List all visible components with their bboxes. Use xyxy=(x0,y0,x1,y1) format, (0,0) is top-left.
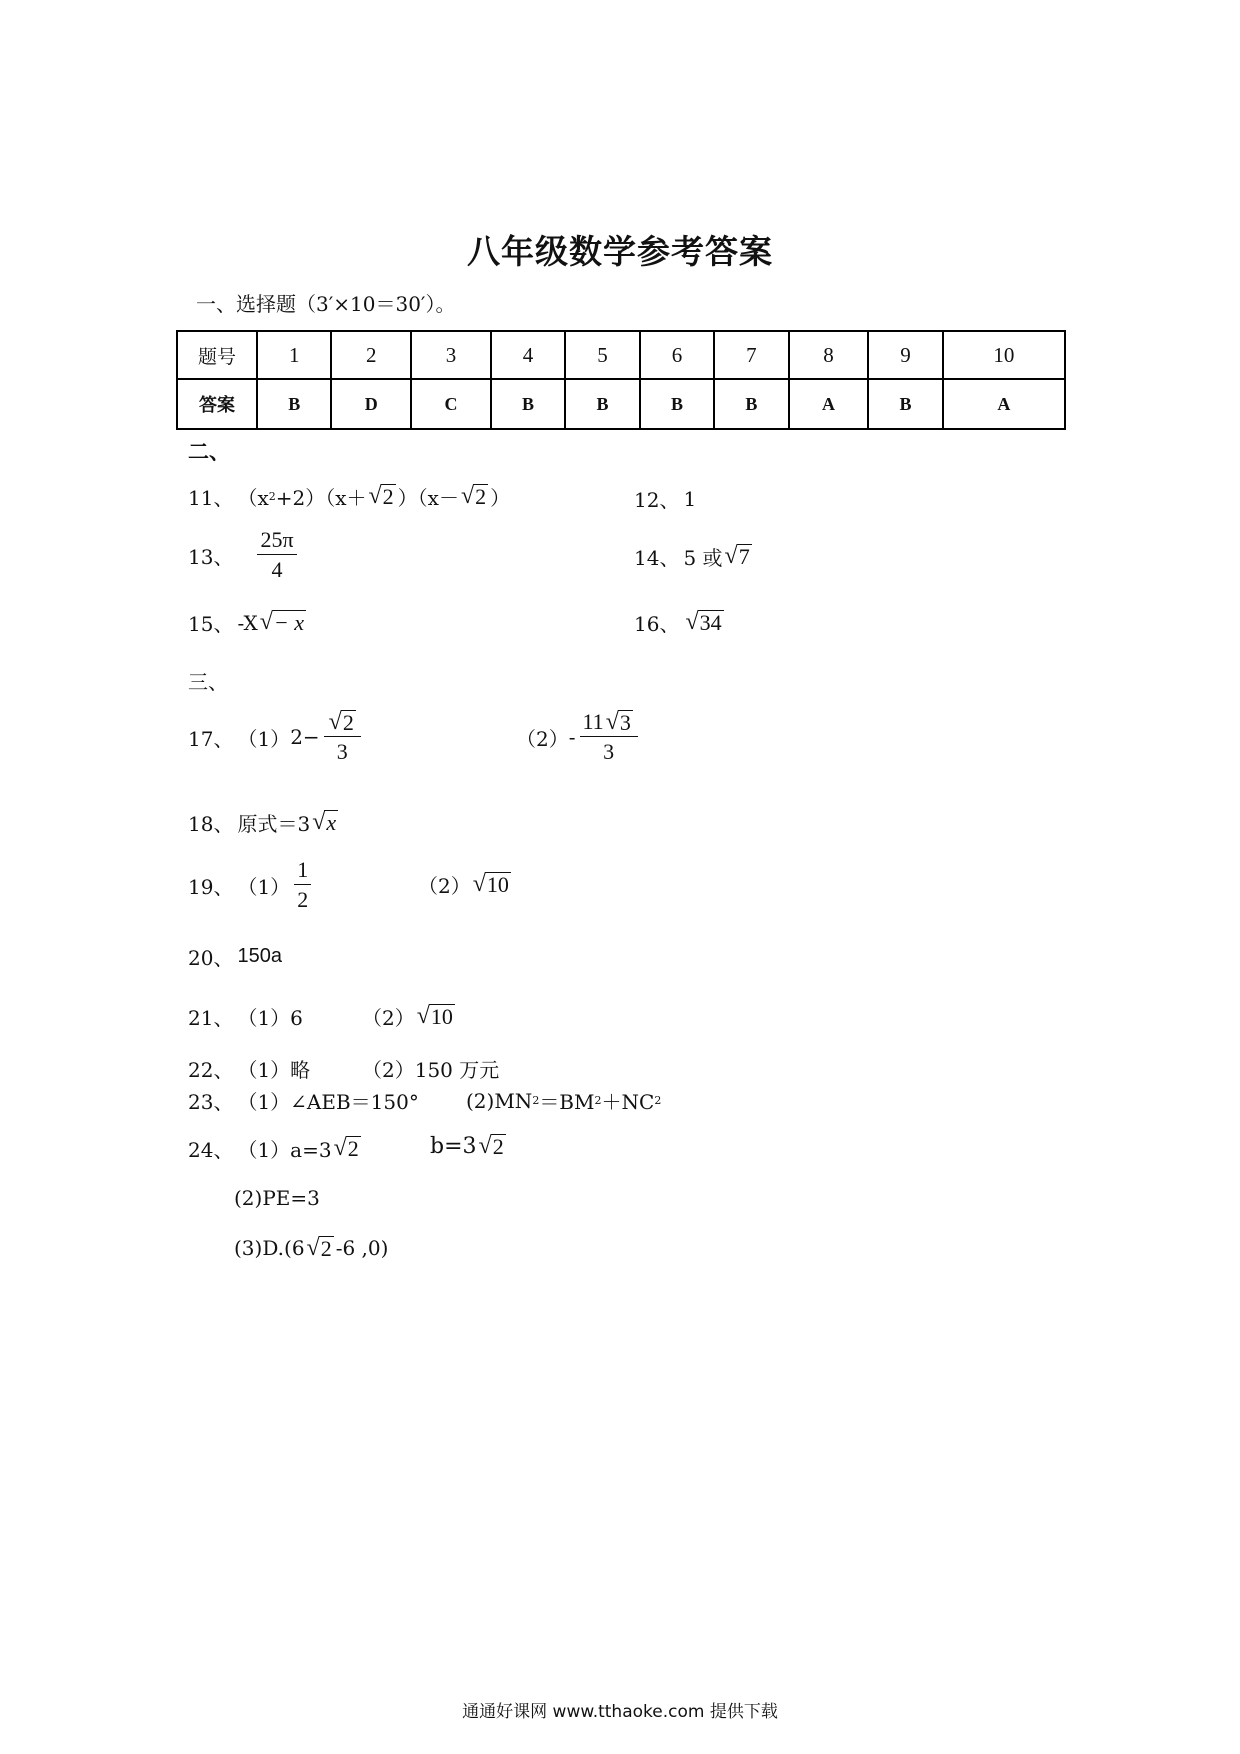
fraction xyxy=(294,858,311,912)
question-number: 23、 xyxy=(188,1090,234,1114)
table-cell: A xyxy=(789,379,869,429)
table-cell: 10 xyxy=(943,331,1065,379)
table-cell: 2 xyxy=(331,331,411,379)
answer-text: （2）150 万元 xyxy=(362,1058,500,1082)
answer-text: 150a xyxy=(237,945,282,967)
fraction xyxy=(580,710,638,764)
sqrt-expression: √ 10 xyxy=(472,871,509,898)
answer-text: ） xyxy=(490,486,511,510)
denominator: 4 xyxy=(271,557,283,583)
answer-11: 11、 （x 2 +2）（x＋ √ 2 ）（x－ √ 2 ） xyxy=(188,483,511,510)
table-cell: B xyxy=(868,379,942,429)
answer-12 xyxy=(634,484,696,513)
answer-text: （1）a=3 xyxy=(237,1138,332,1162)
answer-text: ）（x－ xyxy=(397,486,459,510)
answer-text: （1）∠AEB＝150° xyxy=(237,1090,419,1114)
section-1-heading: 一、选择题（3′×10＝30′）。 xyxy=(196,292,456,316)
table-cell: B xyxy=(491,379,565,429)
question-number: 20、 xyxy=(188,946,234,970)
part-label: （1） xyxy=(237,874,291,899)
answer-row xyxy=(177,379,1065,429)
answer-text: 5 或 xyxy=(683,546,723,570)
page-title: 八年级数学参考答案 xyxy=(467,232,773,271)
answer-23 xyxy=(188,1086,419,1115)
denominator: 2 xyxy=(297,887,309,913)
table-cell: B xyxy=(257,379,331,429)
sqrt-expression: √ x xyxy=(312,809,337,836)
sqrt-expression: √ 2 xyxy=(478,1133,504,1160)
answer-24-part-b xyxy=(430,1134,508,1159)
answer-21 xyxy=(188,1002,303,1031)
answer-table xyxy=(176,330,1066,430)
answer-17 xyxy=(188,710,365,764)
part-label: （1） xyxy=(237,726,291,751)
question-number: 22、 xyxy=(188,1058,234,1082)
question-number: 24、 xyxy=(188,1138,234,1162)
answer-text: 2− xyxy=(290,725,320,750)
answer-14 xyxy=(634,542,754,571)
sqrt-expression: √ − x xyxy=(259,609,305,636)
table-cell: 5 xyxy=(565,331,639,379)
table-cell: 3 xyxy=(411,331,491,379)
numerator: 1 xyxy=(294,858,311,885)
question-number: 21、 xyxy=(188,1006,234,1030)
question-number: 15、 xyxy=(188,612,234,636)
question-number: 11、 xyxy=(188,486,234,510)
answer-20 xyxy=(188,942,282,971)
answer-15 xyxy=(188,608,308,637)
answer-13 xyxy=(188,528,301,582)
table-cell: 4 xyxy=(491,331,565,379)
answer-24 xyxy=(188,1134,363,1163)
header-label: 题号 xyxy=(177,331,257,379)
table-cell: B xyxy=(714,379,788,429)
answer-text: - xyxy=(568,725,576,750)
table-cell: B xyxy=(640,379,714,429)
numerator: 25π xyxy=(257,528,296,555)
answer-24-part-3 xyxy=(234,1236,388,1260)
answer-18 xyxy=(188,808,340,837)
sqrt-expression: √ 2 xyxy=(306,1235,332,1261)
numerator: √ 2 xyxy=(324,710,361,737)
answer-text: -X xyxy=(237,610,258,635)
question-number: 17、 xyxy=(188,726,234,751)
answer-22-part-2 xyxy=(362,1054,499,1083)
sqrt-expression: √ 2 xyxy=(460,483,487,510)
answer-text: （x xyxy=(237,486,269,510)
table-cell: 7 xyxy=(714,331,788,379)
answer-text: 1 xyxy=(683,486,697,511)
table-cell: 1 xyxy=(257,331,331,379)
answer-text: ＝BM xyxy=(539,1090,595,1114)
part-label: （2） xyxy=(418,874,471,898)
fraction xyxy=(257,528,296,582)
question-number: 18、 xyxy=(188,812,234,836)
table-cell: 6 xyxy=(640,331,714,379)
answer-22 xyxy=(188,1054,310,1083)
answer-16 xyxy=(634,608,726,637)
sqrt-expression: √ 10 xyxy=(416,1003,453,1030)
sqrt-expression: √ 34 xyxy=(685,609,722,636)
sqrt-expression: √ 2 xyxy=(333,1135,359,1162)
question-number: 16、 xyxy=(634,612,680,636)
part-label: （2） xyxy=(516,726,569,751)
answer-24-part-2 xyxy=(234,1186,320,1210)
answer-text: -6 ,0) xyxy=(335,1236,389,1261)
table-cell: C xyxy=(411,379,491,429)
answer-text: （1）略 xyxy=(237,1058,311,1082)
answer-17-part-2 xyxy=(516,710,642,764)
part-label: （2） xyxy=(362,1006,415,1030)
sqrt-expression: √ 2 xyxy=(368,483,394,510)
denominator: 3 xyxy=(603,739,615,765)
section-2-heading: 二、 xyxy=(188,439,230,464)
sqrt-expression: √ 7 xyxy=(724,543,750,570)
answer-text: 原式＝3 xyxy=(237,812,311,836)
question-number: 13、 xyxy=(188,544,234,569)
answer-19-part-2 xyxy=(418,870,513,899)
answer-21-part-2 xyxy=(362,1002,457,1031)
table-cell: D xyxy=(331,379,411,429)
section-3-heading: 三、 xyxy=(188,670,228,694)
question-number: 19、 xyxy=(188,874,234,899)
answer-text: (2)PE=3 xyxy=(234,1186,320,1210)
fraction xyxy=(324,710,361,764)
table-cell: A xyxy=(943,379,1065,429)
answer-text: b=3 xyxy=(430,1134,477,1159)
table-cell: B xyxy=(565,379,639,429)
footer-credit: 通通好课网 www.tthaoke.com 提供下载 xyxy=(462,1702,778,1722)
answer-text: (2)MN xyxy=(466,1088,533,1113)
question-number-row xyxy=(177,331,1065,379)
answer-text: ＋NC xyxy=(601,1090,655,1114)
answer-19 xyxy=(188,858,315,912)
numerator: 11 √ 3 xyxy=(580,710,638,737)
table-cell: 8 xyxy=(789,331,869,379)
denominator: 3 xyxy=(336,739,348,765)
answer-text: （1）6 xyxy=(237,1006,303,1030)
answer-23-part-2: (2)MN 2 ＝BM 2 ＋NC 2 xyxy=(466,1086,661,1115)
answer-text: +2）（x＋ xyxy=(275,486,367,510)
table-cell: 9 xyxy=(868,331,942,379)
question-number: 14、 xyxy=(634,546,680,570)
question-number: 12、 xyxy=(634,488,680,512)
answer-label: 答案 xyxy=(177,379,257,429)
answer-text: (3)D.(6 xyxy=(234,1236,305,1261)
